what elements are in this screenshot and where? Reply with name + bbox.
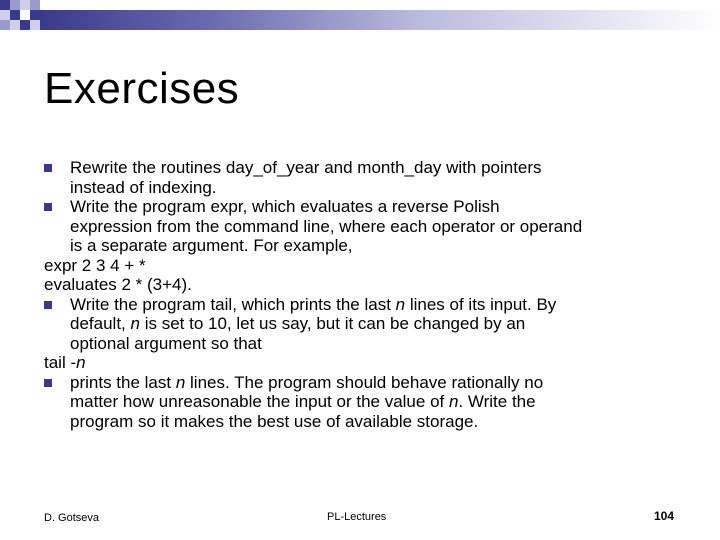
header-gradient-bar (40, 10, 720, 30)
bullet-square-icon (44, 164, 52, 172)
slide-title: Exercises (44, 64, 240, 113)
decor-square (20, 0, 30, 10)
decor-square (0, 0, 10, 10)
header-decoration (0, 0, 720, 40)
decor-square (10, 0, 20, 10)
decor-square (20, 20, 30, 30)
decor-square (30, 10, 40, 20)
bullet-square-icon (44, 203, 52, 211)
decor-square (30, 20, 40, 30)
bullet-item: Rewrite the routines day_of_year and month_day with pointers instead of indexing. (44, 158, 684, 197)
decor-square (10, 20, 20, 30)
decor-square (10, 10, 20, 20)
paragraph: evaluates 2 * (3+4). (44, 275, 192, 294)
footer-author: D. Gotseva (44, 512, 100, 524)
decor-square (30, 0, 40, 10)
footer-course: PL-Lectures (327, 511, 387, 523)
bullet-item: Write the program expr, which evaluates a reverse Polish expression from the command line, where each operator or operand is a separate argument. For example, (44, 197, 684, 256)
slide-content (44, 158, 684, 431)
paragraph: expr 2 3 4 + * (44, 255, 146, 275)
bullet-square-icon (44, 301, 52, 309)
bullet-item: Write the program tail, which prints the last n lines of its input. By default, n is set to 10, let us say, but it can be changed by an optional argument so that (44, 295, 684, 354)
paragraph: tail -n (44, 353, 86, 372)
decor-square (20, 10, 30, 20)
decor-square (0, 20, 10, 30)
decor-square (0, 10, 10, 20)
page-number: 104 (654, 509, 675, 523)
bullet-square-icon (44, 379, 52, 387)
bullet-item: prints the last n lines. The program should behave rationally no matter how unreasonable the input or the value of n. Write the program so it makes the best use of available storage. (44, 373, 684, 432)
